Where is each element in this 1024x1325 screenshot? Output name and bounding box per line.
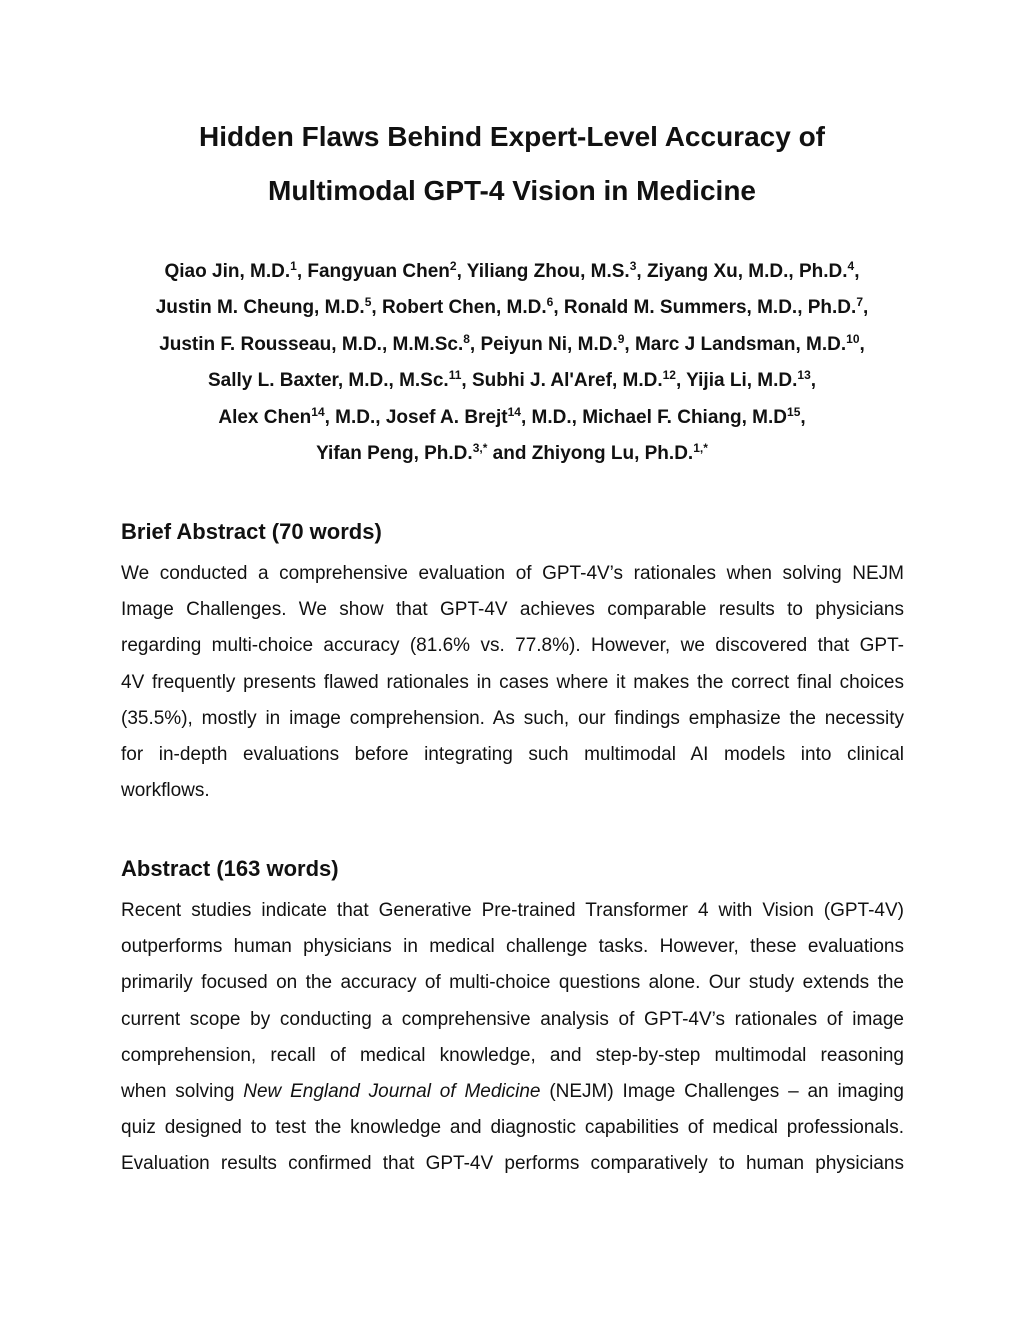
author-text: , M.D., Josef A. Brejt <box>324 406 508 428</box>
affiliation-superscript: 7 <box>856 295 863 310</box>
author-line <box>60 290 964 326</box>
brief-abstract-line: We conducted a comprehensive evaluation of GPT-4V’s rationales when solving NEJM <box>121 563 904 584</box>
brief-abstract-line: (35.5%), mostly in image comprehension. As such, our findings emphasize the necessity <box>121 707 904 729</box>
author-text: , <box>863 297 869 319</box>
affiliation-superscript: 13 <box>797 368 811 383</box>
affiliation-superscript: 2 <box>449 259 457 273</box>
author-text: , <box>854 261 860 282</box>
brief-abstract-heading: Brief Abstract (70 words) <box>121 519 382 544</box>
author-text: , Marc J Landsman, M.D. <box>624 333 847 355</box>
author-text: , Robert Chen, M.D. <box>371 297 547 319</box>
affiliation-superscript: 4 <box>847 259 855 273</box>
author-text: and Zhiyong Lu, Ph.D. <box>487 443 694 465</box>
abstract-line-6-start: when solving <box>121 1081 244 1103</box>
affiliation-superscript: 10 <box>846 331 860 346</box>
abstract-line-6-end: (NEJM) Image Challenges – an imaging <box>540 1081 904 1103</box>
author-text: Justin F. Rousseau, M.D., M.M.Sc. <box>159 333 464 355</box>
author-text: , Yiliang Zhou, M.S. <box>456 261 630 282</box>
affiliation-superscript: 1,* <box>693 441 708 456</box>
author-text: , <box>800 406 806 428</box>
affiliation-superscript: 3 <box>629 259 637 273</box>
author-text: , Ziyang Xu, M.D., Ph.D. <box>636 261 848 282</box>
abstract-line: primarily focused on the accuracy of multi-choice questions alone. Our study extends the <box>121 972 904 994</box>
brief-abstract-line: Image Challenges. We show that GPT-4V achieves comparable results to physicians <box>121 599 904 621</box>
author-text: , <box>810 370 817 392</box>
journal-name: New England Journal of Medicine <box>243 1081 541 1103</box>
abstract-line: current scope by conducting a comprehensive analysis of GPT-4V’s rationales of image <box>121 1008 904 1030</box>
author-text: , <box>859 333 865 355</box>
author-line <box>60 254 964 290</box>
affiliation-superscript: 6 <box>546 295 554 310</box>
author-text: Justin M. Cheung, M.D. <box>155 297 365 319</box>
title-line-2: Multimodal GPT-4 Vision in Medicine <box>268 175 756 206</box>
brief-abstract-line: for in-depth evaluations before integrating such multimodal AI models into clinical <box>121 744 904 766</box>
affiliation-superscript: 9 <box>617 331 625 346</box>
affiliation-superscript: 5 <box>364 295 372 310</box>
author-text: , Peiyun Ni, M.D. <box>469 333 618 355</box>
abstract-line: comprehension, recall of medical knowledge, and step-by-step multimodal reasoning <box>121 1044 904 1066</box>
author-text: Sally L. Baxter, M.D., M.Sc. <box>207 370 449 392</box>
paper-title <box>0 110 1024 218</box>
abstract-text <box>121 893 904 1183</box>
abstract-line: quiz designed to test the knowledge and diagnostic capabilities of medical professionals. <box>121 1117 904 1139</box>
author-text: Alex Chen <box>218 406 312 428</box>
affiliation-superscript: 12 <box>662 368 676 383</box>
author-line <box>60 327 964 363</box>
affiliation-superscript: 14 <box>311 404 325 419</box>
author-line <box>60 436 964 472</box>
author-text: , Yijia Li, M.D. <box>675 370 798 392</box>
brief-abstract-line: workflows. <box>121 780 210 802</box>
abstract-line: Recent studies indicate that Generative Pre-trained Transformer 4 with Vision (GPT-4V) <box>121 900 904 921</box>
author-text: , M.D., Michael F. Chiang, M.D <box>520 406 788 428</box>
affiliation-superscript: 15 <box>787 404 801 419</box>
affiliation-superscript: 1 <box>290 259 297 273</box>
author-text: , Fangyuan Chen <box>296 261 450 282</box>
affiliation-superscript: 8 <box>463 331 470 346</box>
affiliation-superscript: 11 <box>448 368 462 383</box>
abstract-line: outperforms human physicians in medical challenge tasks. However, these evaluations <box>121 936 904 958</box>
abstract-line <box>121 1074 904 1110</box>
affiliation-superscript: 14 <box>507 404 521 419</box>
author-line <box>60 363 964 399</box>
author-text: Yifan Peng, Ph.D. <box>316 443 473 465</box>
title-line-1: Hidden Flaws Behind Expert-Level Accuracy of <box>198 121 825 152</box>
abstract-line: Evaluation results confirmed that GPT-4V performs comparatively to human physicians <box>121 1153 904 1175</box>
author-text: , Subhi J. Al'Aref, M.D. <box>461 370 663 392</box>
author-text: , Ronald M. Summers, M.D., Ph.D. <box>553 297 857 319</box>
brief-abstract-line: 4V frequently presents flawed rationales in cases where it makes the correct final choices <box>121 671 904 693</box>
brief-abstract-line: regarding multi-choice accuracy (81.6% vs. 77.8%). However, we discovered that GPT- <box>121 635 904 657</box>
abstract-heading: Abstract (163 words) <box>121 856 339 881</box>
author-text: Qiao Jin, M.D. <box>164 261 291 282</box>
author-list <box>60 254 964 472</box>
affiliation-superscript: 3,* <box>472 441 488 456</box>
author-line <box>60 400 964 436</box>
brief-abstract-text <box>121 556 904 809</box>
